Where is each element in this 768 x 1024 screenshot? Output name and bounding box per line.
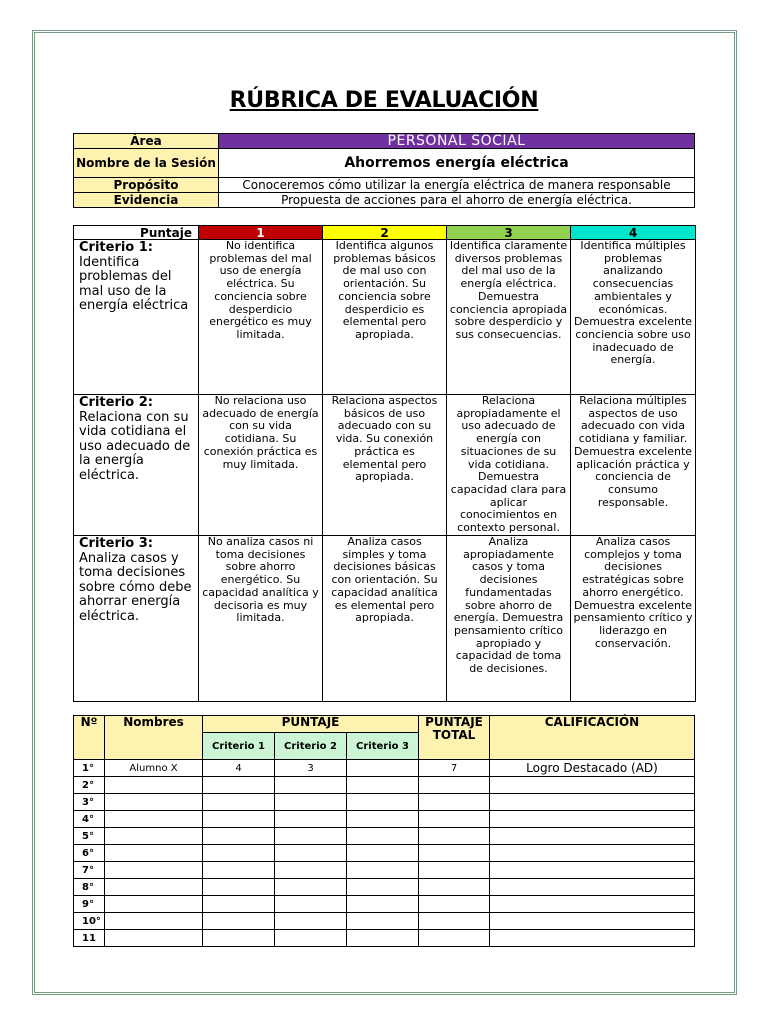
criterion-desc: Relaciona con su vida cotidiana el uso adecuado de la energía eléctrica.: [79, 409, 191, 483]
criterion-3-score-cell: [347, 760, 419, 777]
row-number: 10°: [74, 913, 105, 930]
criterion-1-row: [74, 240, 696, 395]
table-row: [74, 811, 695, 828]
row-number: 11: [74, 930, 105, 947]
score-rows: [74, 760, 695, 947]
crit-1-subheader: Criterio 1: [203, 733, 275, 760]
total-score-cell: [419, 896, 490, 913]
table-row: [74, 879, 695, 896]
table-row: [74, 794, 695, 811]
table-row: [74, 777, 695, 794]
criterion-2-score-cell: [275, 930, 347, 947]
criterion-2-row: [74, 395, 696, 536]
row-number: 1°: [74, 760, 105, 777]
criterion-3-level-3: Analiza apropiadamente casos y toma decisiones fundamentadas sobre ahorro de energía. Demuestra pensamiento crítico apropiado y capacidad de toma de decisiones.: [447, 536, 571, 702]
criterion-1-level-3: Identifica claramente diversos problemas del mal uso de la energía eléctrica. Demuestra conciencia apropiada sobre desperdicio y sus consecuencias.: [447, 240, 571, 395]
criterion-2-score-cell: [275, 845, 347, 862]
col-no-header: Nº: [74, 716, 105, 760]
student-name-cell: [105, 828, 203, 845]
student-name-cell: [105, 845, 203, 862]
total-score-cell: [419, 862, 490, 879]
grade-cell: [490, 862, 695, 879]
col-total-header: PUNTAJE TOTAL: [419, 716, 490, 760]
criterion-1-score-cell: 4: [203, 760, 275, 777]
rubric-header-row: [74, 226, 696, 240]
criterion-3-row: [74, 536, 696, 702]
row-number: 5°: [74, 828, 105, 845]
criterion-2-score-cell: [275, 862, 347, 879]
scores-header-row: [74, 716, 695, 733]
student-name-cell: [105, 930, 203, 947]
grade-cell: [490, 879, 695, 896]
grade-cell: [490, 811, 695, 828]
criterion-1-score-cell: [203, 913, 275, 930]
criterion-3-score-cell: [347, 862, 419, 879]
total-score-cell: [419, 913, 490, 930]
document-title: RÚBRICA DE EVALUACIÓN: [229, 88, 539, 113]
criterion-1-score-cell: [203, 930, 275, 947]
criterion-1-score-cell: [203, 828, 275, 845]
criterion-1-level-1: No identifica problemas del mal uso de energía eléctrica. Su conciencia sobre desperdicio energético es muy limitada.: [199, 240, 323, 395]
criterion-3-level-4: Analiza casos complejos y toma decisiones estratégicas sobre ahorro energético. Demuestra excelente pensamiento crítico y liderazgo en conservación.: [571, 536, 696, 702]
grade-cell: [490, 845, 695, 862]
row-number: 3°: [74, 794, 105, 811]
criterion-2-cell: [74, 395, 199, 536]
evidence-row: [74, 193, 695, 208]
criterion-2-score-cell: [275, 896, 347, 913]
purpose-label: Propósito: [74, 178, 219, 193]
criterion-1-score-cell: [203, 862, 275, 879]
crit-2-subheader: Criterio 2: [275, 733, 347, 760]
table-row: [74, 896, 695, 913]
total-score-cell: [419, 930, 490, 947]
criterion-3-score-cell: [347, 930, 419, 947]
criterion-1-score-cell: [203, 794, 275, 811]
criterion-2-score-cell: [275, 828, 347, 845]
criterion-2-score-cell: [275, 794, 347, 811]
area-label: Área: [74, 134, 219, 149]
criterion-2-level-3: Relaciona apropiadamente el uso adecuado de energía con situaciones de su vida cotidiana. Demuestra capacidad clara para aplicar conocimientos en contexto personal.: [447, 395, 571, 536]
student-name-cell: [105, 896, 203, 913]
level-1-header: 1: [199, 226, 323, 240]
table-row: [74, 930, 695, 947]
criterion-3-score-cell: [347, 828, 419, 845]
total-score-cell: [419, 879, 490, 896]
criterion-3-score-cell: [347, 811, 419, 828]
criterion-3-score-cell: [347, 845, 419, 862]
evidence-value: Propuesta de acciones para el ahorro de energía eléctrica.: [219, 193, 695, 208]
row-number: 4°: [74, 811, 105, 828]
total-score-cell: [419, 777, 490, 794]
student-name-cell: [105, 879, 203, 896]
criterion-3-cell: [74, 536, 199, 702]
row-number: 9°: [74, 896, 105, 913]
crit-3-subheader: Criterio 3: [347, 733, 419, 760]
criterion-title: Criterio 1:: [79, 240, 154, 255]
criterion-1-level-4: Identifica múltiples problemas analizando consecuencias ambientales y económicas. Demuestra excelente conciencia sobre uso inadecuado de energía.: [571, 240, 696, 395]
total-score-cell: 7: [419, 760, 490, 777]
criterion-title: Criterio 3:: [79, 536, 154, 551]
student-name-cell: [105, 794, 203, 811]
criterion-3-level-1: No analiza casos ni toma decisiones sobre ahorro energético. Su capacidad analítica y decisoria es muy limitada.: [199, 536, 323, 702]
criterion-1-score-cell: [203, 811, 275, 828]
total-score-cell: [419, 828, 490, 845]
rubric-table: [73, 225, 696, 702]
level-4-header: 4: [571, 226, 696, 240]
evidence-label: Evidencia: [74, 193, 219, 208]
criterion-3-score-cell: [347, 913, 419, 930]
student-name-cell: [105, 862, 203, 879]
level-3-header: 3: [447, 226, 571, 240]
total-score-cell: [419, 794, 490, 811]
criterion-2-level-4: Relaciona múltiples aspectos de uso adecuado con vida cotidiana y familiar. Demuestra excelente aplicación práctica y conciencia de consumo responsable.: [571, 395, 696, 536]
criterion-desc: Analiza casos y toma decisiones sobre cómo debe ahorrar energía eléctrica.: [79, 550, 192, 624]
criterion-2-level-1: No relaciona uso adecuado de energía con su vida cotidiana. Su conexión práctica es muy limitada.: [199, 395, 323, 536]
total-score-cell: [419, 845, 490, 862]
table-row: [74, 828, 695, 845]
grade-cell: Logro Destacado (AD): [490, 760, 695, 777]
criterion-title: Criterio 2:: [79, 395, 154, 410]
criterion-1-score-cell: [203, 777, 275, 794]
row-number: 6°: [74, 845, 105, 862]
criterion-1-cell: [74, 240, 199, 395]
puntaje-label: Puntaje: [74, 226, 199, 240]
row-number: 2°: [74, 777, 105, 794]
criterion-1-level-2: Identifica algunos problemas básicos de mal uso con orientación. Su conciencia sobre desperdicio es elemental pero apropiada.: [323, 240, 447, 395]
grade-cell: [490, 896, 695, 913]
criterion-3-score-cell: [347, 794, 419, 811]
row-number: 8°: [74, 879, 105, 896]
student-name-cell: Alumno X: [105, 760, 203, 777]
criterion-3-score-cell: [347, 777, 419, 794]
session-value: Ahorremos energía eléctrica: [219, 149, 695, 178]
session-info-table: [73, 133, 695, 208]
purpose-value: Conoceremos cómo utilizar la energía eléctrica de manera responsable: [219, 178, 695, 193]
criterion-1-score-cell: [203, 879, 275, 896]
purpose-row: [74, 178, 695, 193]
criterion-3-score-cell: [347, 879, 419, 896]
criterion-desc: Identifica problemas del mal uso de la energía eléctrica: [79, 254, 189, 313]
criterion-2-score-cell: 3: [275, 760, 347, 777]
col-nombres-header: Nombres: [105, 716, 203, 760]
session-row: [74, 149, 695, 178]
criterion-1-score-cell: [203, 845, 275, 862]
level-2-header: 2: [323, 226, 447, 240]
grade-cell: [490, 794, 695, 811]
criterion-2-score-cell: [275, 777, 347, 794]
grade-cell: [490, 828, 695, 845]
student-name-cell: [105, 777, 203, 794]
grade-cell: [490, 777, 695, 794]
grade-cell: [490, 913, 695, 930]
criterion-3-level-2: Analiza casos simples y toma decisiones básicas con orientación. Su capacidad analítica es elemental pero apropiada.: [323, 536, 447, 702]
table-row: [74, 760, 695, 777]
col-puntaje-header: PUNTAJE: [203, 716, 419, 733]
criterion-3-score-cell: [347, 896, 419, 913]
criterion-2-score-cell: [275, 913, 347, 930]
table-row: [74, 913, 695, 930]
col-calificacion-header: CALIFICACIÓN: [490, 716, 695, 760]
criterion-2-score-cell: [275, 879, 347, 896]
criterion-1-score-cell: [203, 896, 275, 913]
student-name-cell: [105, 811, 203, 828]
area-value: PERSONAL SOCIAL: [219, 134, 695, 149]
criterion-2-score-cell: [275, 811, 347, 828]
total-score-cell: [419, 811, 490, 828]
table-row: [74, 845, 695, 862]
grade-cell: [490, 930, 695, 947]
session-label: Nombre de la Sesión: [74, 149, 219, 178]
scores-table: [73, 715, 695, 947]
student-name-cell: [105, 913, 203, 930]
criterion-2-level-2: Relaciona aspectos básicos de uso adecuado con su vida. Su conexión práctica es elemental pero apropiada.: [323, 395, 447, 536]
table-row: [74, 862, 695, 879]
area-row: [74, 134, 695, 149]
row-number: 7°: [74, 862, 105, 879]
